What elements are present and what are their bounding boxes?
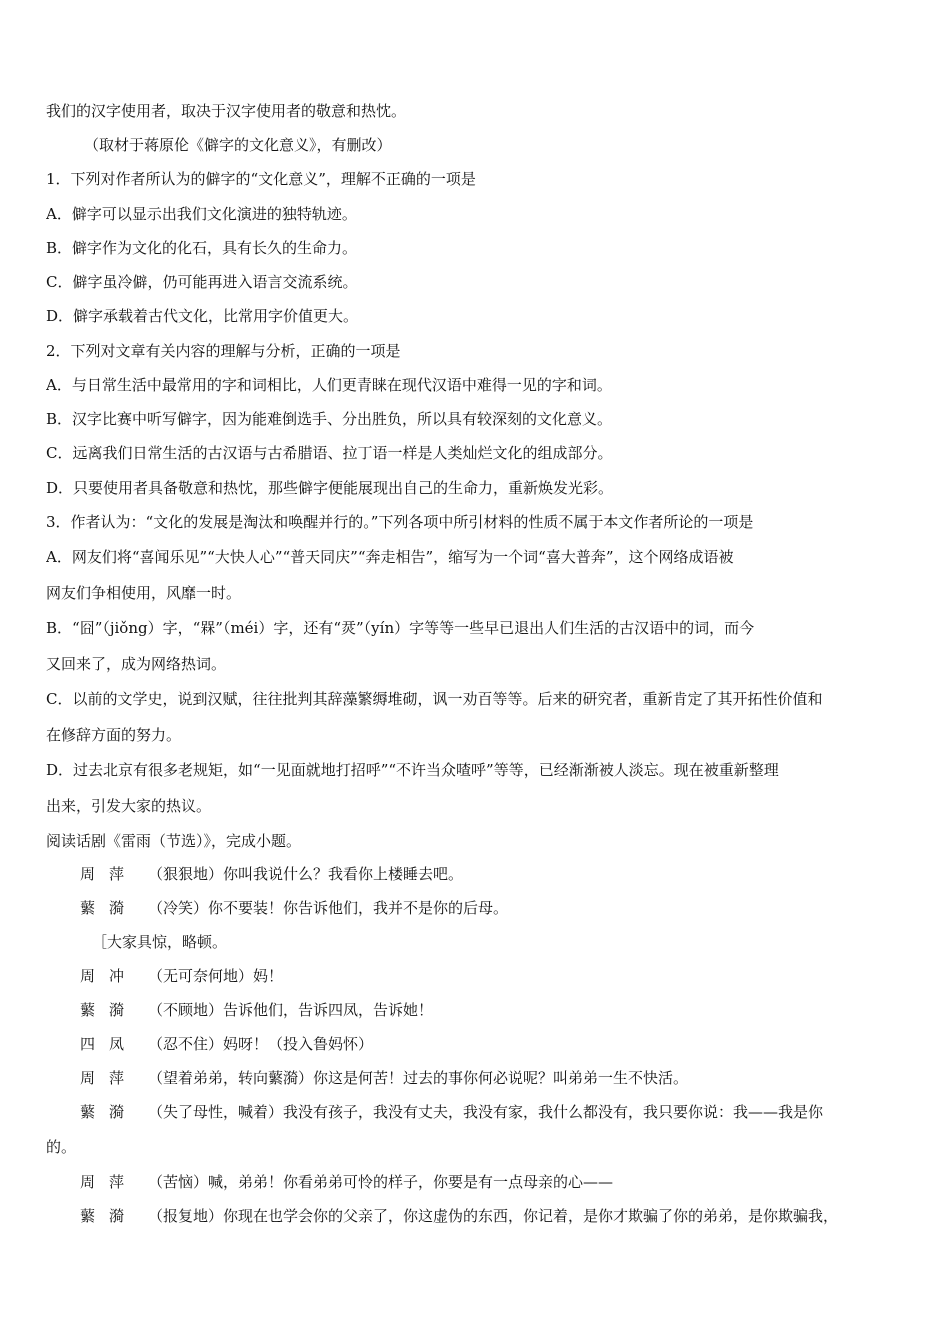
question-2-option-d: D．只要使用者具备敬意和热忱，那些僻字便能展现出自己的生命力，重新焕发光彩。 bbox=[46, 479, 614, 497]
drama-intro: 阅读话剧《雷雨（节选）》，完成小题。 bbox=[46, 832, 302, 850]
dialogue-line bbox=[80, 1068, 910, 1088]
speech: （不顾地）告诉他们，告诉四凤，告诉她！ bbox=[148, 1001, 434, 1019]
speaker: 四凤 bbox=[80, 1035, 139, 1053]
question-2-stem: 2．下列对文章有关内容的理解与分析，正确的一项是 bbox=[46, 342, 401, 360]
speaker: 蘩漪 bbox=[80, 1207, 139, 1225]
question-3-option-a-line1: A．网友们将“喜闻乐见”“大快人心”“普天同庆”“奔走相告”，缩写为一个词“喜大普奔”，这个网络成语被 bbox=[46, 548, 734, 566]
question-3-option-b-line1: B．“囧”（jiǒng）字，“槑”（méi）字，还有“烎”（yín）字等等一些早已退出人们生活的古汉语中的词，而今 bbox=[46, 619, 755, 637]
dialogue-line bbox=[80, 1206, 910, 1226]
question-3-option-b-line2: 又回来了，成为网络热词。 bbox=[46, 655, 227, 673]
question-2-option-b: B．汉字比赛中听写僻字，因为能难倒选手、分出胜负，所以具有较深刻的文化意义。 bbox=[46, 410, 613, 428]
speech: ［大家具惊，略顿。 bbox=[92, 933, 228, 951]
speech: （冷笑）你不要装！你告诉他们，我并不是你的后母。 bbox=[148, 899, 509, 917]
dialogue-line bbox=[80, 1172, 910, 1192]
question-3-option-c-line2: 在修辞方面的努力。 bbox=[46, 726, 182, 744]
question-2-option-a: A．与日常生活中最常用的字和词相比，人们更青睐在现代汉语中难得一见的字和词。 bbox=[46, 376, 612, 394]
speech: （苦恼）喊，弟弟！你看弟弟可怜的样子，你要是有一点母亲的心—— bbox=[148, 1173, 614, 1191]
stage-direction bbox=[92, 932, 910, 952]
dialogue-line bbox=[80, 1000, 910, 1020]
dialogue-line bbox=[80, 1034, 910, 1054]
speech: （报复地）你现在也学会你的父亲了，你这虚伪的东西，你记着，是你才欺骗了你的弟弟，是你欺骗我， bbox=[148, 1207, 839, 1225]
dialogue-line bbox=[80, 966, 910, 986]
question-1-option-b: B．僻字作为文化的化石，具有长久的生命力。 bbox=[46, 239, 358, 257]
question-2-option-c: C．远离我们日常生活的古汉语与古希腊语、拉丁语一样是人类灿烂文化的组成部分。 bbox=[46, 444, 613, 462]
dialogue-continuation bbox=[46, 1137, 910, 1157]
speaker: 周萍 bbox=[80, 865, 139, 883]
speech: （失了母性，喊着）我没有孩子，我没有丈夫，我没有家，我什么都没有，我只要你说：我——我是你 bbox=[148, 1103, 824, 1121]
question-3-stem: 3．作者认为：“文化的发展是淘汰和唤醒并行的。”下列各项中所引材料的性质不属于本文作者所论的一项是 bbox=[46, 513, 754, 531]
speech: （无可奈何地）妈！ bbox=[148, 967, 284, 985]
speech: 的。 bbox=[46, 1138, 77, 1156]
speaker: 蘩漪 bbox=[80, 1103, 139, 1121]
speaker: 蘩漪 bbox=[80, 899, 139, 917]
question-3-option-a-line2: 网友们争相使用，风靡一时。 bbox=[46, 584, 242, 602]
speaker: 周萍 bbox=[80, 1173, 139, 1191]
speech: （忍不住）妈呀！（投入鲁妈怀） bbox=[148, 1035, 374, 1053]
speaker: 周冲 bbox=[80, 967, 139, 985]
speaker: 蘩漪 bbox=[80, 1001, 139, 1019]
speech: （望着弟弟，转向蘩漪）你这是何苦！过去的事你何必说呢？叫弟弟一生不快活。 bbox=[148, 1069, 689, 1087]
dialogue-line bbox=[80, 1102, 910, 1122]
question-1-option-a: A．僻字可以显示出我们文化演进的独特轨迹。 bbox=[46, 205, 357, 223]
speaker: 周萍 bbox=[80, 1069, 139, 1087]
speech: （狠狠地）你叫我说什么？我看你上楼睡去吧。 bbox=[148, 865, 464, 883]
question-1-option-d: D．僻字承载着古代文化，比常用字价值更大。 bbox=[46, 307, 359, 325]
question-1-option-c: C．僻字虽冷僻，仍可能再进入语言交流系统。 bbox=[46, 273, 358, 291]
question-3-option-d-line1: D．过去北京有很多老规矩，如“一见面就地打招呼”“不许当众喳呼”等等，已经渐渐被人淡忘。现在被重新整理 bbox=[46, 761, 779, 779]
question-3-option-d-line2: 出来，引发大家的热议。 bbox=[46, 797, 212, 815]
passage-closing-line: 我们的汉字使用者，取决于汉字使用者的敬意和热忱。 bbox=[46, 102, 407, 120]
dialogue-line bbox=[80, 898, 910, 918]
question-1-stem: 1．下列对作者所认为的僻字的“文化意义”，理解不正确的一项是 bbox=[46, 170, 476, 188]
question-3-option-c-line1: C．以前的文学史，说到汉赋，往往批判其辞藻繁缛堆砌，讽一劝百等等。后来的研究者，重新肯定了其开拓性价值和 bbox=[46, 690, 823, 708]
dialogue-line bbox=[80, 864, 910, 884]
passage-source: （取材于蒋原伦《僻字的文化意义》，有删改） bbox=[84, 136, 392, 154]
